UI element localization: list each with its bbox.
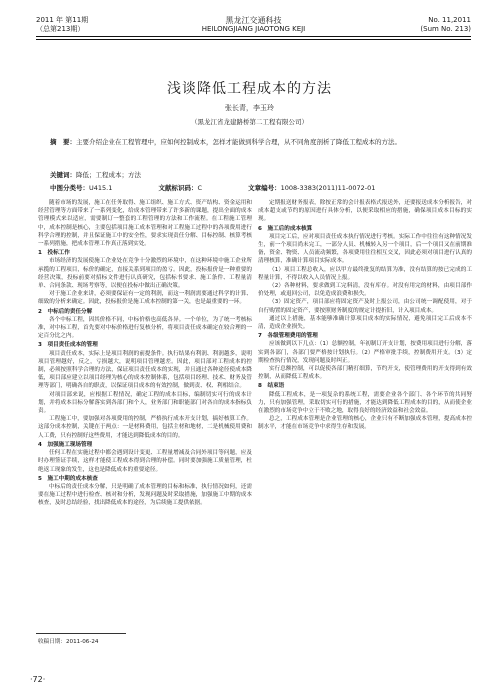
header-rule-thin [36,39,471,40]
body-paragraph: 任何工程在实施过程中都会遇到设计变更、工程量增减及合同外项目等问题，应及时办理签证手续，这样才能使工程成本得到合理的补偿。同时要加强施工质量管理，杜绝返工现象的发生，这也是降低成本的重要途径。 [38,450,252,473]
section-heading: 4 加强施工现场管理 [38,441,93,448]
body-paragraph: 应该做到以下几点：（1）总额控制，年初制订开支计划，按费用项目进行分解，落实到各部门，各部门要严格按计划执行。（2）严格审批手续，控制费用开支。（3）定期检查执行情况，发现问题及时纠正。 [258,341,472,364]
footnote-rule [36,633,126,634]
body-paragraph: 各个中标工程，因其价格不同，中标价格也高低各异。一个单位，为了统一考核标准，对中标工程，首先要对中标价格进行复核分析，将项目责任成本确定在较合理的一定百分比之内。 [38,316,252,340]
clc-value: U415.1 [89,184,113,192]
body-paragraph: 市场经济的发展使施工企业处在竞争十分激烈的环境中，在这种环境中施工企业所承揽的工程项目，标价的确定，直接关系到项目的盈亏。因此，投标报价是一种重要的经营决策，投标前要对招标文件进行认真研究，包括标书要求、施工条件、工程量清单、合同条款、现场考察等，以便在投标中做出正确决策。 [38,258,252,290]
received-date: 收稿日期：2011-06-24 [38,639,99,645]
page-number: ·72· [30,675,46,684]
body-paragraph: （2）各种材料，要求做到工完料清，没有库存。对没有用完的材料，由项目部作价处理，或退回公司，以免造成浪费和损失。 [258,283,472,298]
body-column-left [38,199,252,631]
doc-code-label: 文献标识码： [158,184,198,192]
clc [50,184,134,192]
article-authors: 张长青，李玉玲 [225,104,274,112]
sum-number: (Sum No. 213) [420,25,471,33]
body-paragraph: 对项目部来说，应根据工程情况，确定工程的成本目标，编制切实可行的成本计划，并将成本目标分解落实到各部门和个人，业务部门和职能部门对各自的成本指标负责。 [38,391,252,415]
body-column-right [258,199,472,645]
header-right [420,16,471,34]
body-paragraph: 总之，工程成本管理是企业管理的核心，企业只有不断加强成本管理，提高成本控制水平，才能在市场竞争中求得生存和发展。 [258,416,472,431]
issue-number: No. 11,2011 [428,16,471,24]
abstract-label: 摘 要： [50,138,76,146]
body-paragraph: 随着市场的发展，施工在任务取得、施工组织、施工方式、资产结构、资金运用和经营管理等方面带来了一系列变化，给成本管理带来了许多新的课题，提出全面的成本管理模式来以适应，需要制订一整套的工程管理的方法和工作流程。在工程施工管理中，成本控制是核心，主要包括项目施工成本管理和对工程施工过程中的各项费用进行科学合理的控制，并且保证施工中的安全性，要求实现责任分解、目标控制、核算考核一系列措施，把成本管理工作真正落到实处。 [38,200,252,248]
body-paragraph: 工程施工中，要加强对各项费用的控制，严格执行成本开支计划，搞好核算工作。这部分成本控制，关键在于两点：一是材料费用，包括主材和地材，二是机械使用费和人工费，只有控制好这些费用，才能达到降低成本的目的。 [38,416,252,439]
article-no-label: 文章编号： [248,184,281,192]
body-paragraph: 对于施工企业来讲，必须要保证有一定的利润，而这一利润需要通过科学的计算、细致的分析来确定。因此，投标报价是施工成本控制的第一关，也是最重要的一环。 [38,291,252,306]
section-heading: 5 施工中期的成本核查 [38,475,98,482]
journal-name-en: HEILONGJIANG JIAOTONG KEJI [201,25,306,33]
body-paragraph: 降低工程成本，是一项复杂的系统工程，需要企业各个部门、各个环节的共同努力，只有加强管理，采取切实可行的措施，才能达到降低工程成本的目的，从而使企业在激烈的市场竞争中立于不败之地，取得良好的经济效益和社会效益。 [258,391,472,415]
running-header [36,16,471,36]
keywords-text: 降低；工程成本；方法 [76,171,141,179]
header-center [36,16,471,34]
clc-label: 中图分类号： [50,184,89,192]
keywords [50,170,459,181]
keywords-label: 关键词： [50,171,76,179]
header-rule-thick [36,36,471,37]
article-no-value: 1008-3383(2011)11-0072-01 [280,184,376,192]
body-paragraph: 通过以上措施，基本能够准确计算项目成本的实际情况，避免项目完工后成本不清，造成企业损失。 [258,315,472,331]
abstract-text: 主要介绍企业在工程管理中，应如何控制成本，怎样才能做到科学合理，从不同角度剖析了降低工程成本的方法。 [76,138,401,146]
year-issue: 2011 年 第11期 [36,16,89,24]
body-paragraph: 实行总额控制，可以促使各部门精打细算，节约开支，使管理费用的开支得到有效控制，从而降低工程成本。 [258,366,472,381]
body-paragraph: 项目完工后，应对项目责任成本执行情况进行考核。实际工作中往往有这种情况发生，前一个项目尚未完工，一部分人员、机械转入另一个项目，后一个项目又在前期准备，资金、物资、人员流动频繁，各项费用往往相互交叉，因此必须对项目进行认真的清理核算，准确计算项目实际成本。 [258,233,472,265]
article-title: 浅谈降低工程成本的方法 [167,81,332,97]
classification-line [50,183,459,194]
body-paragraph: （3）固定资产，项目部应将固定资产及时上报公司，由公司统一调配使用，对于自行购置的固定资产，要按照财务制度的规定计提折旧，计入项目成本。 [258,299,472,314]
section-heading: 8 结束语 [258,383,285,390]
body-paragraph: 中标后的责任成本分解，只是明确了成本管理的目标和标准，执行情况如何，还需要在施工过程中进行检查、核对和分析，发现问题及时采取措施，加强施工中期的成本核查，及时总结经验，找出降低成本的途径，为后续施工提供依据。 [38,483,252,507]
abstract [50,137,459,148]
section-heading: 1 投标工作 [38,250,70,257]
section-heading: 7 各级管理费用的管理 [258,333,318,340]
doc-code-value: C [197,184,202,192]
section-heading: 2 中标后的责任分解 [38,308,93,315]
total-issue: （总第213期） [36,25,85,33]
body-paragraph: （1）项目工程总收入，应以甲方最终批复的结算为准，没有结算的按已完成的工程量计算，不得以收入人员情况上报。 [258,266,472,281]
section-heading: 6 施工后的成本核算 [258,225,313,232]
doc-code [158,184,224,192]
article-no [248,184,397,192]
body-paragraph: 定期报送财务报表，除按正常的会计报表格式报送外，还要报送成本分析报告，对成本超支或节约的原因进行具体分析，以便采取相应的措施，确保项目成本目标的实现。 [258,200,472,223]
article-affiliation: （黑龙江省龙建路桥第二工程有限公司） [191,118,308,126]
journal-name-cn: 黑龙江交通科技 [225,16,282,25]
body-paragraph: 项目责任成本，实际上是项目利润的前提条件。执行结果有利润、利润越多，说明项目管理越好，反之，亏损越大，说明项目管理越差。因此，项目部对工程成本的控制，必须按照科学合理的方法，保证项目责任成本的实现，并且通过各种途径使成本降低，项目部应建立以项目经理为核心的成本控制体系，包括项目经理、技术、财务及管理等部门，明确各自的职责，以保证项目成本的有效控制，做到责、权、利相结合。 [38,350,252,390]
section-heading: 3 项目责任成本的管理 [38,342,98,349]
